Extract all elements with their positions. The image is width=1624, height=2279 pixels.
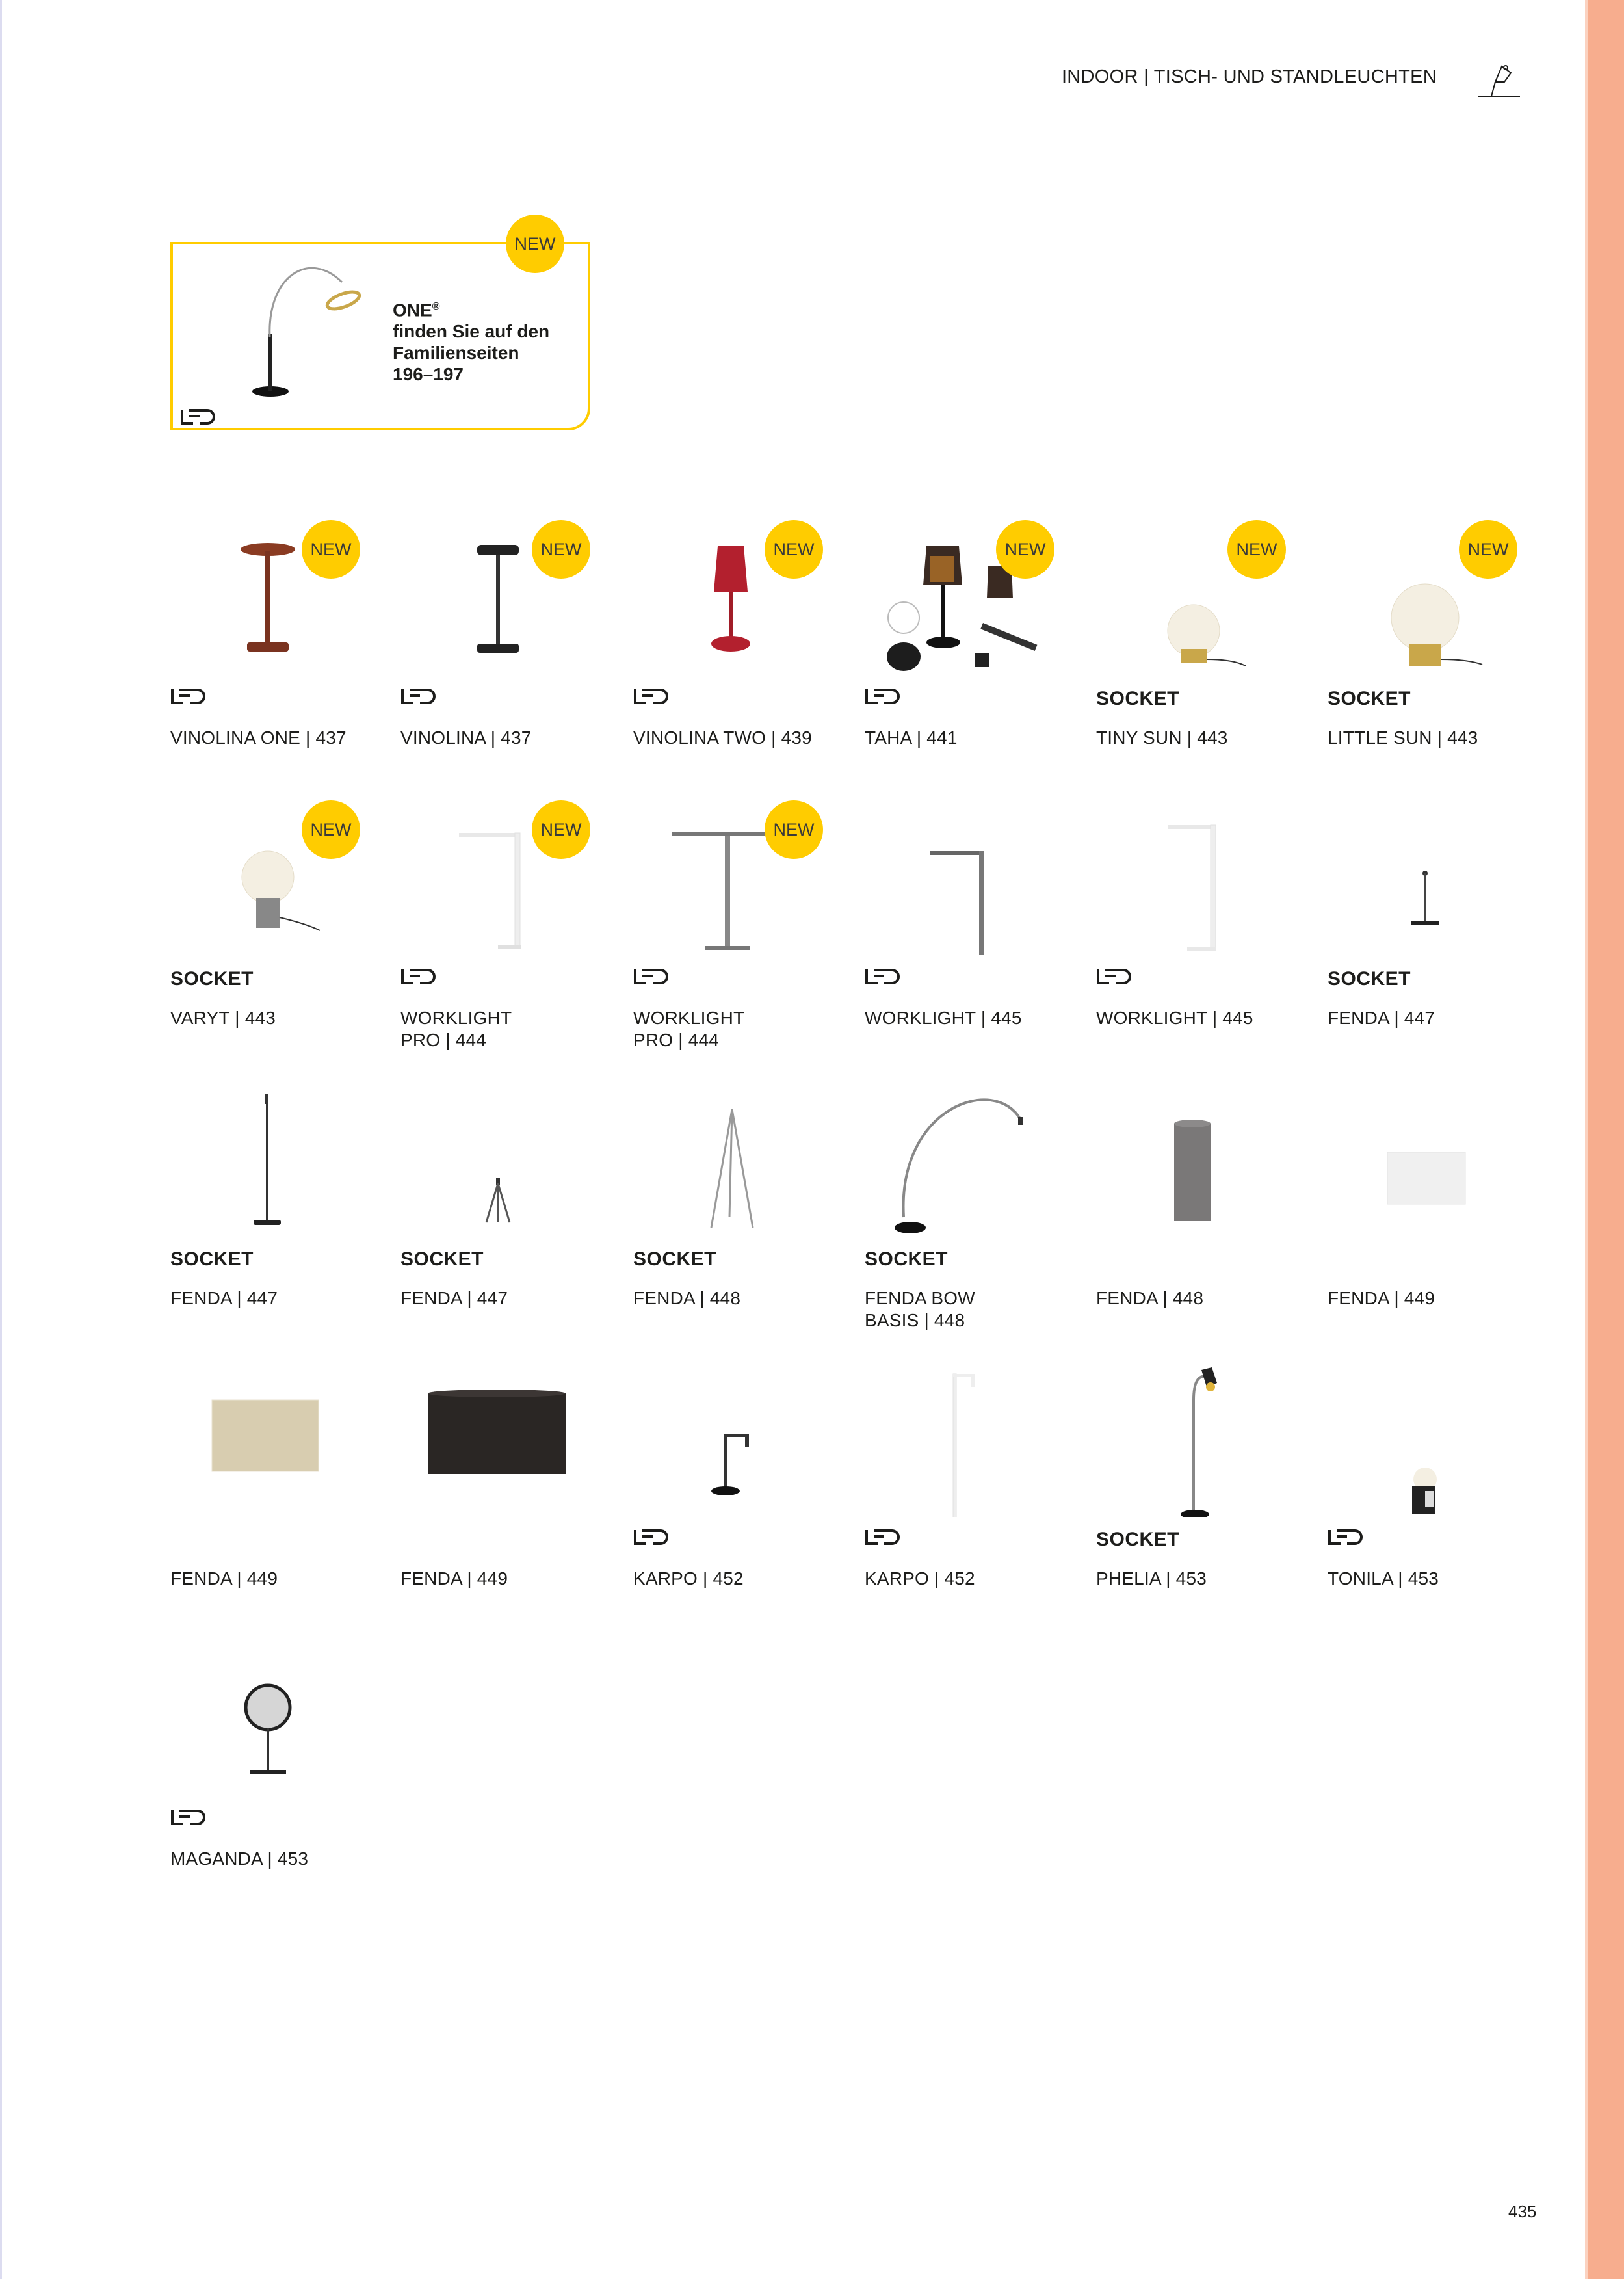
product-tile[interactable] (400, 1361, 622, 1634)
product-tile[interactable] (400, 800, 622, 1074)
product-tile[interactable] (1328, 1081, 1549, 1354)
product-image (1096, 1081, 1317, 1237)
product-image (1328, 800, 1549, 956)
product-image (400, 1361, 622, 1517)
socket-icon: SOCKET (170, 1248, 254, 1270)
socket-icon: SOCKET (1096, 688, 1180, 709)
product-label: FENDA | 449 (400, 1568, 508, 1588)
led-icon (170, 688, 208, 705)
new-badge: NEW (532, 800, 590, 859)
product-image (1096, 800, 1317, 956)
product-label: TONILA | 453 (1328, 1568, 1439, 1588)
product-tile[interactable] (1328, 520, 1549, 793)
led-icon (400, 688, 438, 705)
socket-icon: SOCKET (170, 968, 254, 990)
product-label: VINOLINA TWO | 439 (633, 728, 812, 748)
product-image (633, 1361, 854, 1517)
product-label: LITTLE SUN | 443 (1328, 728, 1478, 748)
product-label: WORKLIGHT | 445 (1096, 1008, 1253, 1028)
product-label: FENDA BOW BASIS | 448 (865, 1288, 975, 1330)
product-image (1096, 1361, 1317, 1517)
socket-icon: SOCKET (633, 1248, 717, 1270)
tech-led (1096, 968, 1134, 990)
new-badge: NEW (506, 215, 564, 273)
led-icon (1096, 968, 1134, 985)
led-icon (170, 1809, 208, 1826)
product-tile[interactable] (170, 1641, 391, 1914)
led-icon (180, 408, 218, 425)
product-image (170, 1641, 391, 1797)
product-label: KARPO | 452 (865, 1568, 975, 1588)
product-label: WORKLIGHT PRO | 444 (633, 1008, 745, 1050)
new-badge: NEW (532, 520, 590, 579)
led-icon (633, 968, 671, 985)
product-image (633, 1081, 854, 1237)
new-badge: NEW (1227, 520, 1286, 579)
new-badge: NEW (1459, 520, 1517, 579)
product-tile[interactable] (170, 1081, 391, 1354)
product-image (400, 1081, 622, 1237)
product-image (865, 800, 1086, 956)
socket-icon: SOCKET (1328, 688, 1411, 709)
product-label: FENDA | 447 (170, 1288, 278, 1308)
one-arc-lamp-image (205, 256, 368, 399)
socket-icon: SOCKET (865, 1248, 949, 1270)
tech-led (170, 1809, 208, 1831)
product-label: FENDA | 449 (1328, 1288, 1435, 1308)
product-image (865, 1361, 1086, 1517)
tech-led (633, 968, 671, 990)
product-label: TAHA | 441 (865, 728, 958, 748)
led-icon (865, 1529, 902, 1546)
new-badge: NEW (302, 520, 360, 579)
product-tile[interactable] (865, 520, 1086, 793)
product-label: FENDA | 448 (633, 1288, 741, 1308)
socket-icon: SOCKET (1096, 1529, 1180, 1550)
product-label: KARPO | 452 (633, 1568, 744, 1588)
product-tile[interactable] (865, 1361, 1086, 1634)
led-icon (633, 688, 671, 705)
product-label: WORKLIGHT | 445 (865, 1008, 1022, 1028)
product-label: FENDA | 448 (1096, 1288, 1204, 1308)
product-label: VINOLINA | 437 (400, 728, 532, 748)
tech-led (400, 968, 438, 990)
product-tile[interactable] (1328, 800, 1549, 1074)
product-label: VARYT | 443 (170, 1008, 276, 1028)
tech-led (170, 688, 208, 710)
product-label: FENDA | 447 (400, 1288, 508, 1308)
product-tile[interactable] (170, 520, 391, 793)
product-image (170, 1361, 391, 1517)
feature-text: ONE® finden Sie auf den Familienseiten 196–197 (393, 300, 550, 385)
product-label: VINOLINA ONE | 437 (170, 728, 347, 748)
product-tile[interactable] (400, 520, 622, 793)
new-badge: NEW (765, 520, 823, 579)
new-badge: NEW (996, 520, 1054, 579)
new-badge: NEW (302, 800, 360, 859)
lamp-icon (1476, 60, 1523, 100)
product-tile[interactable] (633, 1361, 854, 1634)
product-image (1328, 1081, 1549, 1237)
product-tile[interactable] (1096, 800, 1317, 1074)
tech-led (633, 688, 671, 710)
product-tile[interactable] (633, 520, 854, 793)
section-header: INDOOR | TISCH- UND STANDLEUCHTEN (1061, 66, 1437, 87)
socket-icon: SOCKET (400, 1248, 484, 1270)
socket-icon: SOCKET (1328, 968, 1411, 990)
product-label: WORKLIGHT PRO | 444 (400, 1008, 512, 1050)
product-tile[interactable] (633, 800, 854, 1074)
product-label: PHELIA | 453 (1096, 1568, 1207, 1588)
product-label: FENDA | 447 (1328, 1008, 1435, 1028)
product-tile[interactable] (1096, 520, 1317, 793)
tech-led (865, 968, 902, 990)
product-label: MAGANDA | 453 (170, 1849, 309, 1869)
product-tile[interactable] (633, 1081, 854, 1354)
product-tile[interactable] (1096, 1361, 1317, 1634)
product-image (1328, 1361, 1549, 1517)
page-edge-line (0, 0, 2, 2279)
new-badge: NEW (765, 800, 823, 859)
product-label: FENDA | 449 (170, 1568, 278, 1588)
led-icon (633, 1529, 671, 1546)
product-tile[interactable] (170, 800, 391, 1074)
tech-led (865, 1529, 902, 1551)
product-tile[interactable] (865, 1081, 1086, 1354)
tech-led (633, 1529, 671, 1551)
side-color-stripe (1588, 0, 1624, 2279)
tech-led (1328, 1529, 1365, 1551)
product-tile[interactable] (170, 1361, 391, 1634)
product-tile[interactable] (865, 800, 1086, 1074)
product-tile[interactable] (1328, 1361, 1549, 1634)
led-icon (865, 968, 902, 985)
tech-led (400, 688, 438, 710)
led-icon (865, 688, 902, 705)
led-icon (400, 968, 438, 985)
product-label: TINY SUN | 443 (1096, 728, 1228, 748)
led-icon (1328, 1529, 1365, 1546)
tech-led (865, 688, 902, 710)
product-image (865, 1081, 1086, 1237)
product-tile[interactable] (1096, 1081, 1317, 1354)
product-tile[interactable] (400, 1081, 622, 1354)
product-image (170, 1081, 391, 1237)
page-number: 435 (1508, 2202, 1537, 2221)
